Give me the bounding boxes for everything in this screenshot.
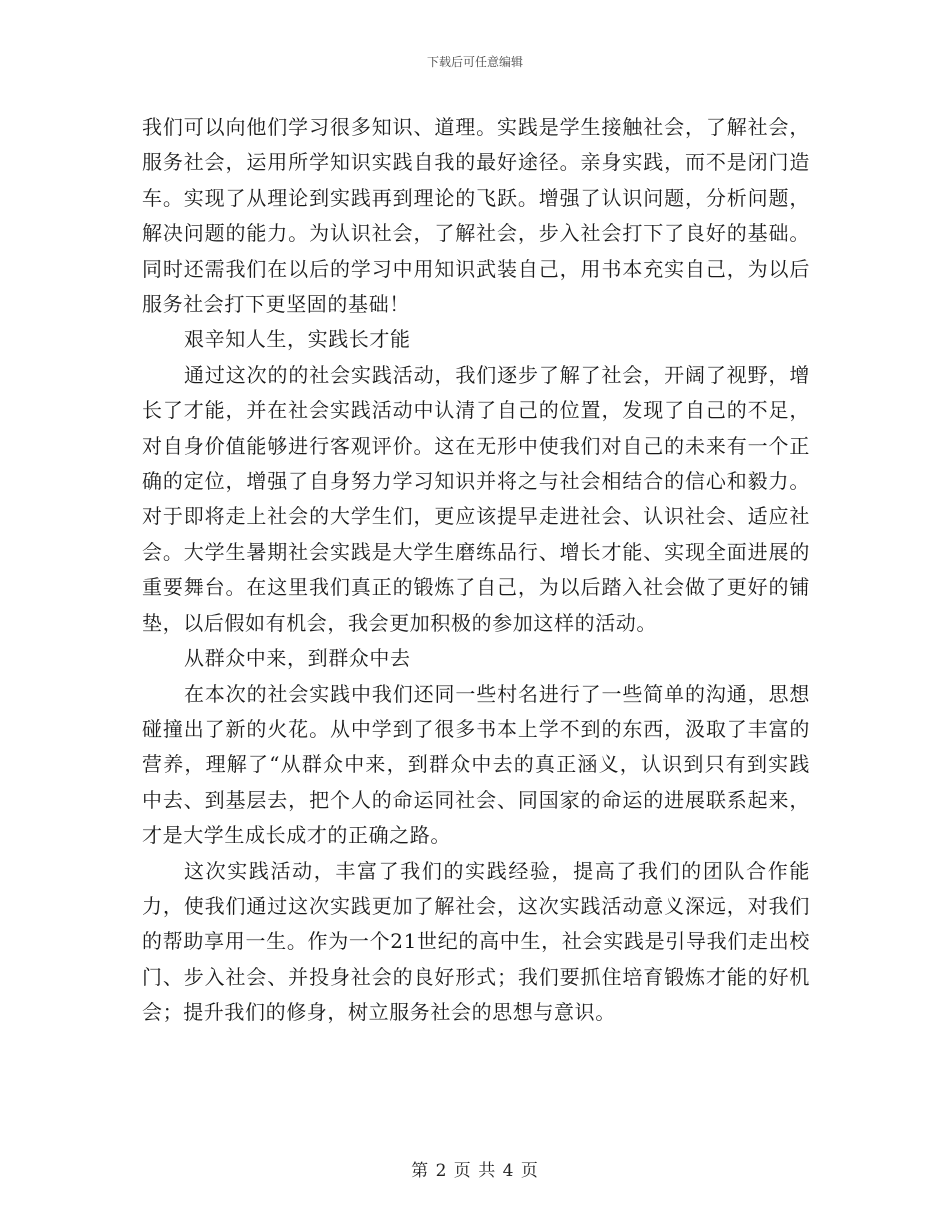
document-body xyxy=(142,110,810,1031)
body-paragraph: 我们可以向他们学习很多知识、道理。实践是学生接触社会，了解社会，服务社会，运用所学知识实践自我的最好途径。亲身实践，而不是闭门造车。实现了从理论到实践再到理论的飞跃。增强了认识问题，分析问题，解决问题的能力。为认识社会，了解社会，步入社会打下了良好的基础。同时还需我们在以后的学习中用知识武装自己，用书本充实自己，为以后服务社会打下更坚固的基础！ xyxy=(142,115,810,317)
body-paragraph: 在本次的社会实践中我们还同一些村名进行了一些简单的沟通，思想碰撞出了新的火花。从中学到了很多书本上学不到的东西，汲取了丰富的营养，理解了“从群众中来，到群众中去的真正涵义，认识到只有到实践中去、到基层去，把个人的命运同社会、同国家的命运的进展联系起来，才是大学生成长成才的正确之路。 xyxy=(142,681,810,848)
section-heading: 从群众中来，到群众中去 xyxy=(184,646,411,671)
body-paragraph: 这次实践活动，丰富了我们的实践经验，提高了我们的团队合作能力，使我们通过这次实践更加了解社会，这次实践活动意义深远，对我们的帮助享用一生。作为一个21世纪的高中生，社会实践是引导我们走出校门、步入社会、并投身社会的良好形式；我们要抓住培育锻炼才能的好机会；提升我们的修身，树立服务社会的思想与意识。 xyxy=(142,858,810,1025)
body-paragraph: 通过这次的的社会实践活动，我们逐步了解了社会，开阔了视野，增长了才能，并在社会实践活动中认清了自己的位置，发现了自己的不足，对自身价值能够进行客观评价。这在无形中使我们对自己的未来有一个正确的定位，增强了自身努力学习知识并将之与社会相结合的信心和毅力。对于即将走上社会的大学生们，更应该提早走进社会、认识社会、适应社会。大学生暑期社会实践是大学生磨练品行、增长才能、实现全面进展的重要舞台。在这里我们真正的锻炼了自己，为以后踏入社会做了更好的铺垫，以后假如有机会，我会更加积极的参加这样的活动。 xyxy=(142,362,810,635)
section-heading: 艰辛知人生，实践长才能 xyxy=(184,327,411,352)
page-header: 下载后可任意编辑 xyxy=(426,55,523,69)
page-number: 第 2 页 共 4 页 xyxy=(411,1161,539,1181)
